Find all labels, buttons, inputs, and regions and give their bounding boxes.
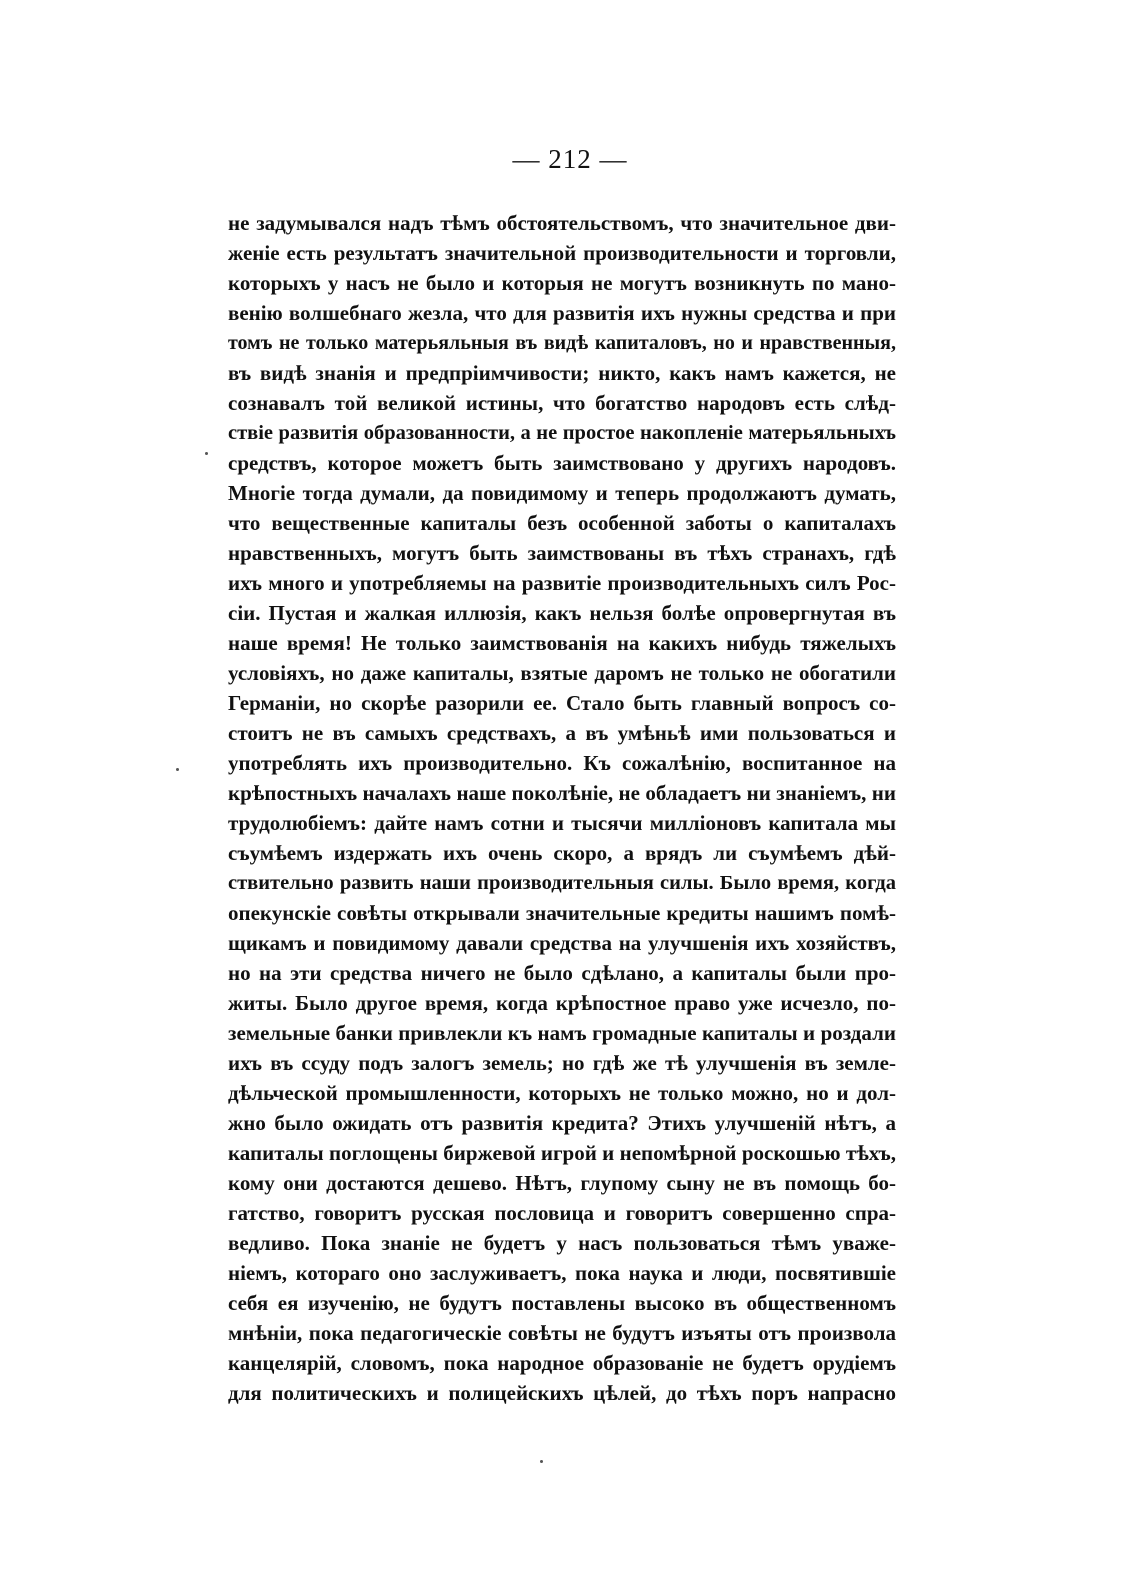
text-line: Многіе тогда думали, да повидимому и теперь продолжаютъ думать, [228,481,896,505]
text-line: опекунскіе совѣты открывали значительные кредиты нашимъ помѣ- [228,901,896,925]
scan-speck [205,452,208,455]
scan-speck [540,1460,543,1463]
text-line: житы. Было другое время, когда крѣпостное право уже исчезло, по- [228,991,896,1015]
text-line: стоитъ не въ самыхъ средствахъ, а въ умѣньѣ ими пользоваться и [228,721,896,745]
text-line: земельные банки привлекли къ намъ громадные капиталы и роздали [228,1021,896,1045]
text-line: трудолюбіемъ: дайте намъ сотни и тысячи милліоновъ капитала мы [228,811,896,835]
text-line: ихъ въ ссуду подъ залогъ земель; но гдѣ же тѣ улучшенія въ земле- [228,1051,896,1075]
text-line: употреблять ихъ производительно. Къ сожалѣнію, воспитанное на [228,751,896,775]
text-line: венію волшебнаго жезла, что для развитія ихъ нужны средства и при [228,301,896,325]
text-line: для политическихъ и полицейскихъ цѣлей, до тѣхъ поръ напрасно [228,1381,896,1405]
text-line: гатство, говоритъ русская пословица и говоритъ совершенно спра- [228,1201,896,1225]
text-line: щикамъ и повидимому давали средства на улучшенія ихъ хозяйствъ, [228,931,896,955]
text-line: нравственныхъ, могутъ быть заимствованы въ тѣхъ странахъ, гдѣ [228,541,896,565]
text-line: условіяхъ, но даже капиталы, взятые даромъ не только не обогатили [228,661,896,685]
text-line: ствительно развить наши производительныя силы. Было время, когда [228,872,896,894]
text-line: которыхъ у насъ не было и которыя не могутъ возникнуть по мано- [228,271,896,295]
text-line: ихъ много и употребляемы на развитіе производительныхъ силъ Рос- [228,571,896,595]
text-line: жно было ожидать отъ развитія кредита? Этихъ улучшеній нѣтъ, а [228,1111,896,1135]
text-line: мнѣніи, пока педагогическіе совѣты не будутъ изъяты отъ произвола [228,1321,896,1345]
text-line: кому они достаются дешево. Нѣтъ, глупому сыну не въ помощь бо- [228,1171,896,1195]
text-line: наше время! Не только заимствованія на какихъ нибудь тяжелыхъ [228,631,896,655]
text-line: томъ не только матерьяльныя въ видѣ капиталовъ, но и нравственныя, [228,332,896,354]
text-line: себя ея изученію, не будутъ поставлены высоко въ общественномъ [228,1291,896,1315]
text-line: дѣльческой промышленности, которыхъ не только можно, но и дол- [228,1081,896,1105]
text-line: ствіе развитія образованности, а не простое накопленіе матерьяльныхъ [228,422,896,444]
text-line: капиталы поглощены биржевой игрой и непомѣрной роскошью тѣхъ, [228,1141,896,1165]
body-text [228,208,896,1408]
text-line: канцелярій, словомъ, пока народное образованіе не будетъ орудіемъ [228,1351,896,1375]
page-number: — 212 — [512,144,628,174]
text-line: не задумывался надъ тѣмъ обстоятельствомъ, что значительное дви- [228,211,896,235]
text-line: ніемъ, котораго оно заслуживаетъ, пока наука и люди, посвятившіе [228,1261,896,1285]
text-line: въ видѣ знанія и предпріимчивости; никто, какъ намъ кажется, не [228,361,896,385]
text-line: сіи. Пустая и жалкая иллюзія, какъ нельзя болѣе опровергнутая въ [228,601,896,625]
scan-speck [176,768,179,771]
text-line: женіе есть результатъ значительной производительности и торговли, [228,241,896,265]
text-line: но на эти средства ничего не было сдѣлано, а капиталы были про- [228,961,896,985]
text-line: ведливо. Пока знаніе не будетъ у насъ пользоваться тѣмъ уваже- [228,1231,896,1255]
text-line: средствъ, которое можетъ быть заимствовано у другихъ народовъ. [228,451,896,475]
text-line: крѣпостныхъ началахъ наше поколѣніе, не обладаетъ ни знаніемъ, ни [228,781,896,805]
text-line: сознавалъ той великой истины, что богатство народовъ есть слѣд- [228,391,896,415]
text-line: Германіи, но скорѣе разорили ее. Стало быть главный вопросъ со- [228,691,896,715]
text-line: съумѣемъ издержать ихъ очень скоро, а врядъ ли съумѣемъ дѣй- [228,841,896,865]
text-line: что вещественные капиталы безъ особенной заботы о капиталахъ [228,511,896,535]
